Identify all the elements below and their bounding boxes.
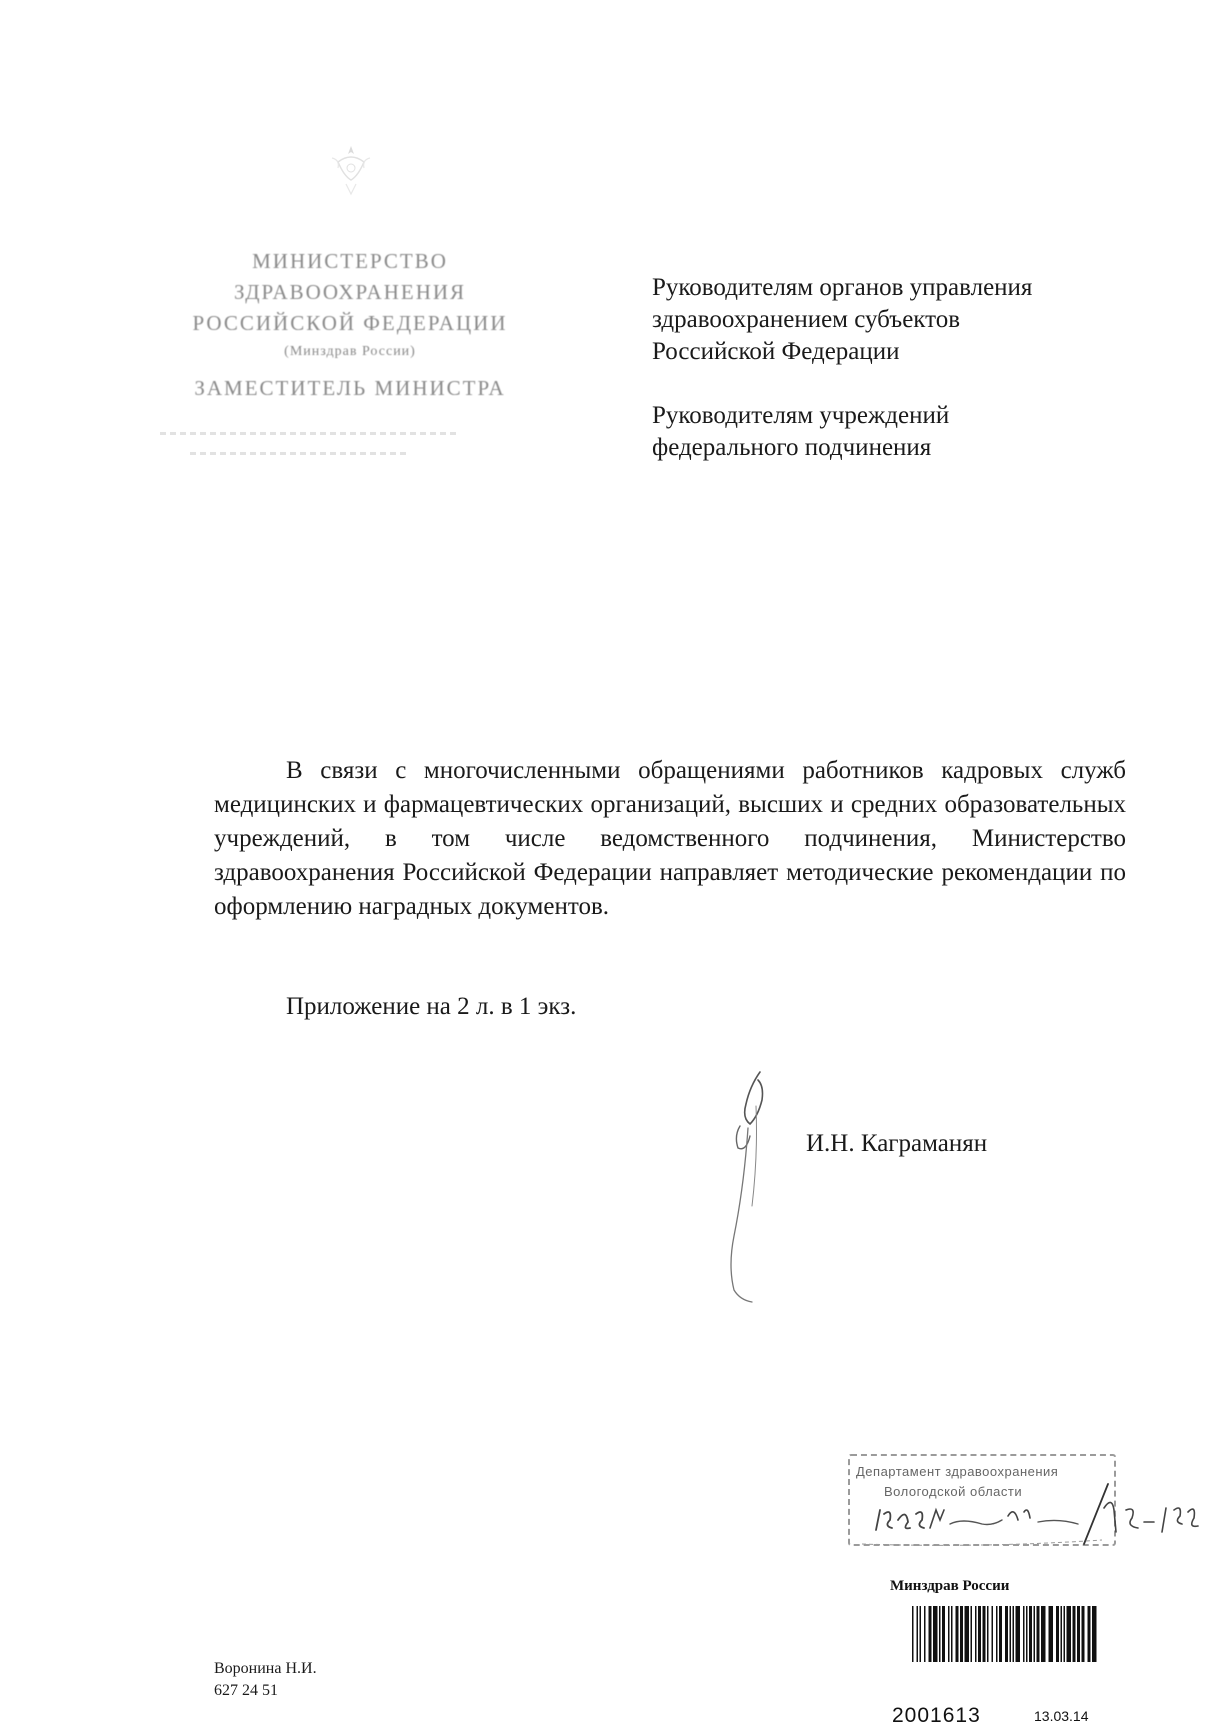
addressee-federal-institutions: Руководителям учреждений федерального подчинения xyxy=(652,402,950,461)
barcode-org-name: Минздрав России xyxy=(890,1578,1010,1594)
executor-block xyxy=(214,1658,317,1702)
letterhead-health: ЗДРАВООХРАНЕНИЯ xyxy=(233,280,467,304)
barcode-bar xyxy=(1092,1606,1097,1662)
barcode-bar xyxy=(1034,1606,1036,1662)
barcode-bar xyxy=(1029,1606,1032,1662)
barcode-bar xyxy=(942,1606,945,1662)
barcode-bar xyxy=(1073,1606,1076,1662)
barcode-bar xyxy=(956,1606,959,1662)
addressee-regional-heads: Руководителям органов управления здравоохранением субъектов Российской Федерации xyxy=(652,274,1033,365)
barcode-icon xyxy=(912,1606,1100,1662)
barcode-bar xyxy=(996,1606,998,1662)
barcode-bar xyxy=(1056,1606,1059,1662)
barcode-bar xyxy=(1061,1606,1063,1662)
barcode-bar xyxy=(939,1606,941,1662)
barcode-bar xyxy=(1082,1606,1085,1662)
addressee-block xyxy=(652,272,1032,464)
barcode-bar xyxy=(1088,1606,1091,1662)
executor-phone: 627 24 51 xyxy=(214,1682,278,1699)
barcode-bar xyxy=(948,1606,950,1662)
barcode-bar xyxy=(971,1606,973,1662)
letterhead-short-name: (Минздрав России) xyxy=(284,344,416,359)
barcode-bar xyxy=(978,1606,981,1662)
registration-stamp-region: Вологодской области xyxy=(884,1484,1023,1499)
barcode-bar xyxy=(965,1606,970,1662)
barcode-bar xyxy=(1067,1606,1072,1662)
barcode-bar xyxy=(1016,1606,1021,1662)
barcode-bar xyxy=(1023,1606,1025,1662)
barcode-bar xyxy=(912,1606,914,1662)
letterhead-federation: РОССИЙСКОЙ ФЕДЕРАЦИИ xyxy=(192,311,508,335)
barcode-bar xyxy=(951,1606,953,1662)
barcode-bar xyxy=(992,1606,994,1662)
barcode-bar xyxy=(999,1606,1002,1662)
barcode-date: 13.03.14 xyxy=(1034,1708,1089,1724)
letterhead-faded-line xyxy=(190,452,410,455)
letterhead-ministry: МИНИСТЕРСТВО xyxy=(252,249,448,273)
registration-stamp-department: Департамент здравоохранения xyxy=(856,1464,1059,1479)
letterhead xyxy=(140,246,560,404)
barcode-bar xyxy=(1041,1606,1046,1662)
barcode-bar xyxy=(1013,1606,1015,1662)
barcode-bar xyxy=(1064,1606,1066,1662)
barcode-bar xyxy=(975,1606,977,1662)
barcode-bar xyxy=(933,1606,938,1662)
registration-handwritten-entry xyxy=(832,1448,1222,1568)
executor-name: Воронина Н.И. xyxy=(214,1660,317,1677)
attachment-note: Приложение на 2 л. в 1 экз. xyxy=(286,993,577,1020)
barcode-label xyxy=(884,1578,1124,1728)
barcode-bar xyxy=(1077,1606,1080,1662)
letterhead-faded-line xyxy=(160,432,460,435)
letter-body: В связи с многочисленными обращениями работников кадровых служб медицинских и фармацевтических организаций, высших и средних образовательных учреждений, в том числе ведомственного подчинения, Министерство здравоохранения Российской Федерации направляет методические рекомендации по оформлению наградных документов. xyxy=(214,757,1126,920)
barcode-bar xyxy=(1010,1606,1012,1662)
barcode-bar xyxy=(920,1606,922,1662)
letterhead-deputy-minister: ЗАМЕСТИТЕЛЬ МИНИСТРА xyxy=(194,376,506,400)
barcode-bar xyxy=(983,1606,986,1662)
barcode-number: 2001613 xyxy=(892,1704,981,1727)
handwritten-signature xyxy=(700,1066,810,1346)
barcode-bar xyxy=(929,1606,932,1662)
barcode-bar xyxy=(1037,1606,1040,1662)
signer-name: И.Н. Каграманян xyxy=(806,1130,988,1157)
barcode-bar xyxy=(924,1606,926,1662)
barcode-bar xyxy=(987,1606,989,1662)
emblem-icon xyxy=(328,140,374,200)
barcode-bar xyxy=(917,1606,919,1662)
barcode-bar xyxy=(1049,1606,1054,1662)
barcode-bar xyxy=(1026,1606,1028,1662)
barcode-bar xyxy=(960,1606,963,1662)
barcode-bar xyxy=(1005,1606,1008,1662)
registration-stamp xyxy=(832,1448,1222,1568)
